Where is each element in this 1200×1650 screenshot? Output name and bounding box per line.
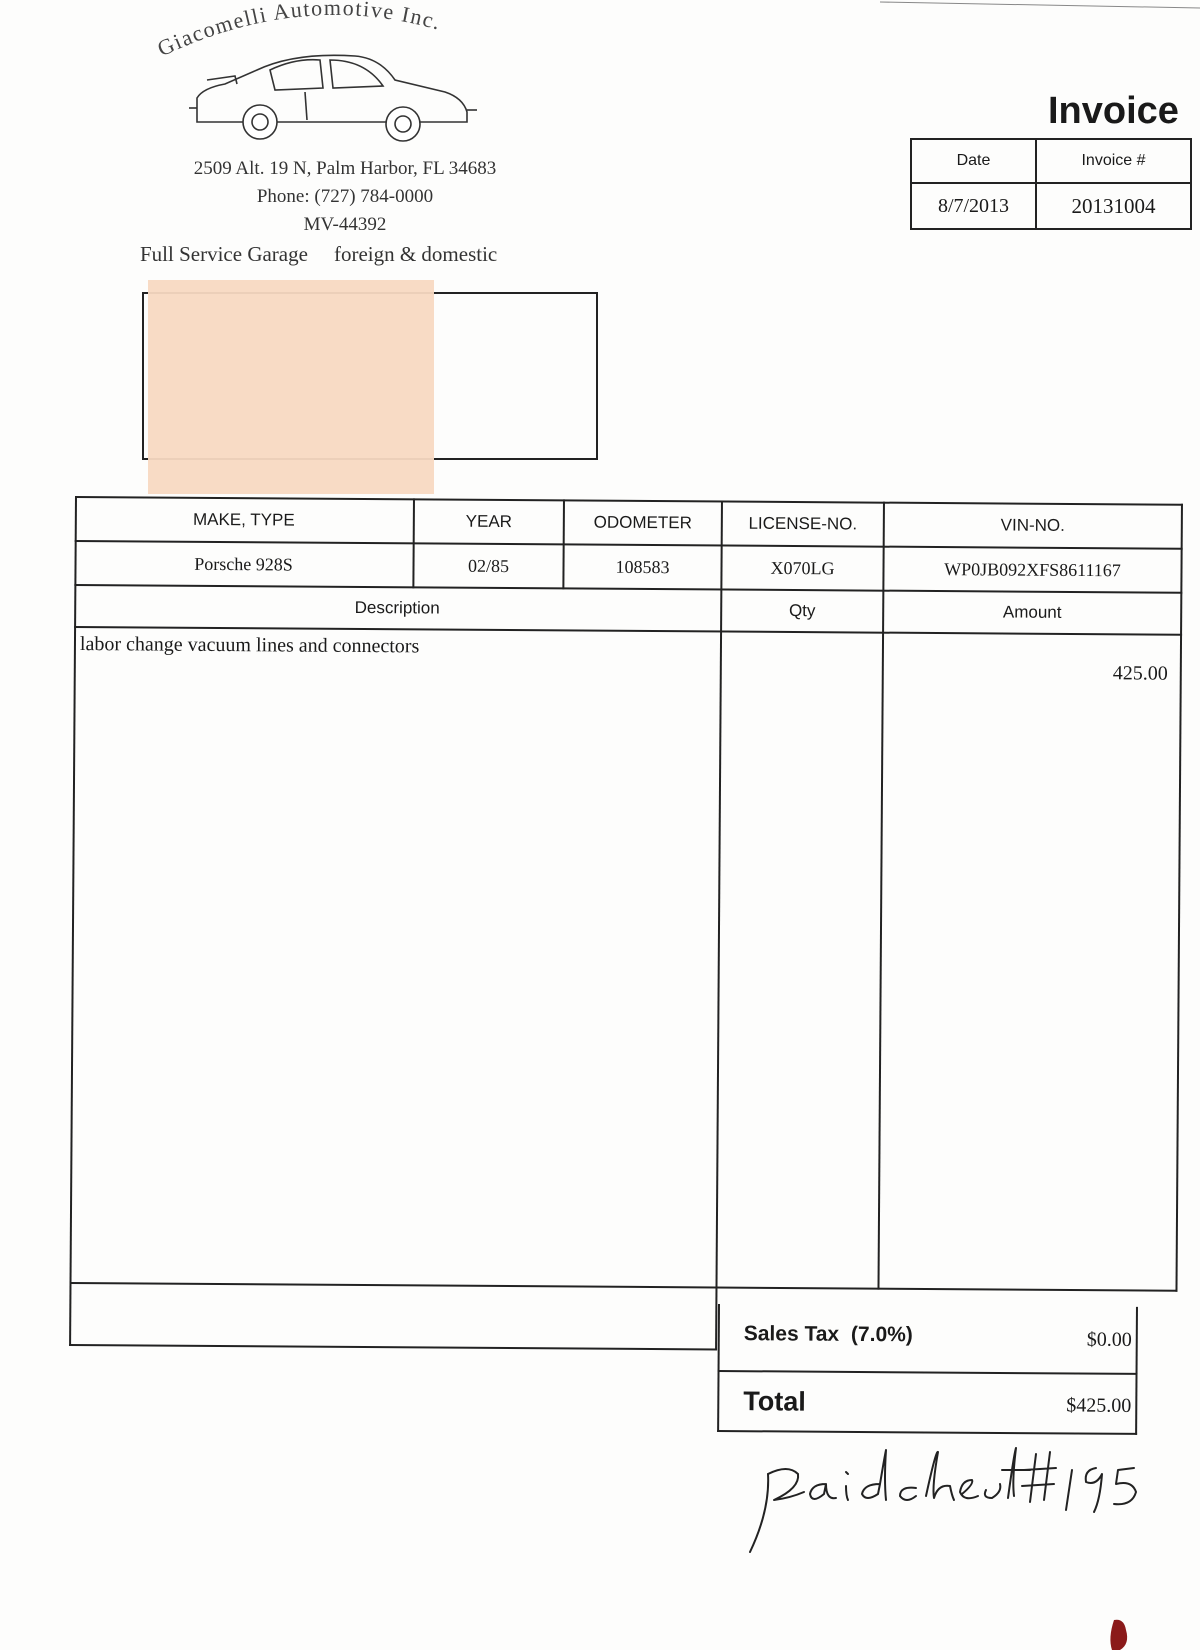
vehicle-header-odometer: ODOMETER (593, 512, 693, 533)
vehicle-header-make: MAKE, TYPE (192, 509, 295, 530)
amount-header: Amount (1002, 602, 1062, 622)
customer-redaction (148, 280, 434, 494)
classic-car-icon (189, 55, 477, 141)
vehicle-header-vin: VIN-NO. (1000, 515, 1065, 535)
item-amount: 425.00 (1112, 661, 1168, 685)
scan-edge-line (880, 0, 1200, 14)
company-tagline (140, 242, 497, 267)
company-phone: Phone: (727) 784-0000 (256, 186, 434, 207)
svg-text:Giacomelli Automotive Inc. (153, 0, 444, 61)
sales-tax-label (744, 1322, 913, 1347)
vehicle-year: 02/85 (467, 555, 510, 576)
red-stain-mark (1108, 1618, 1130, 1650)
company-logo (145, 0, 535, 150)
total-label: Total (743, 1386, 806, 1417)
company-license: MV-44392 (303, 214, 387, 235)
vehicle-header-year: YEAR (465, 511, 513, 532)
invoice-number: 20131004 (1071, 193, 1156, 218)
invoice-meta-box (910, 138, 1192, 230)
vehicle-odometer: 108583 (615, 556, 670, 577)
total-value: $425.00 (1066, 1394, 1132, 1417)
date-header: Date (912, 140, 1037, 184)
company-address: 2509 Alt. 19 N, Palm Harbor, FL 34683 (193, 158, 497, 179)
service-specialty: foreign & domestic (333, 242, 498, 266)
handwritten-paid-note (740, 1440, 1180, 1560)
invoice-number-header: Invoice # (1037, 140, 1190, 184)
document-title: Invoice (1048, 90, 1179, 132)
vehicle-vin: WP0JB092XFS8611167 (944, 558, 1121, 580)
sales-tax-rate: (7.0%) (850, 1322, 913, 1347)
description-header: Description (354, 597, 440, 618)
service-type: Full Service Garage (140, 242, 308, 266)
sales-tax-value: $0.00 (1086, 1328, 1132, 1351)
vehicle-header-license: LICENSE-NO. (748, 513, 858, 534)
item-qty (722, 635, 882, 664)
item-description: labor change vacuum lines and connectors (79, 632, 420, 657)
company-name: Giacomelli Automotive Inc. (153, 0, 445, 62)
sales-tax-text: Sales Tax (743, 1322, 840, 1346)
invoice-table (69, 496, 1183, 1354)
vehicle-license: X070LG (770, 557, 835, 578)
qty-header: Qty (788, 600, 816, 621)
vehicle-make: Porsche 928S (194, 553, 293, 575)
totals-box (717, 1304, 1138, 1435)
invoice-date: 8/7/2013 (912, 184, 1037, 228)
